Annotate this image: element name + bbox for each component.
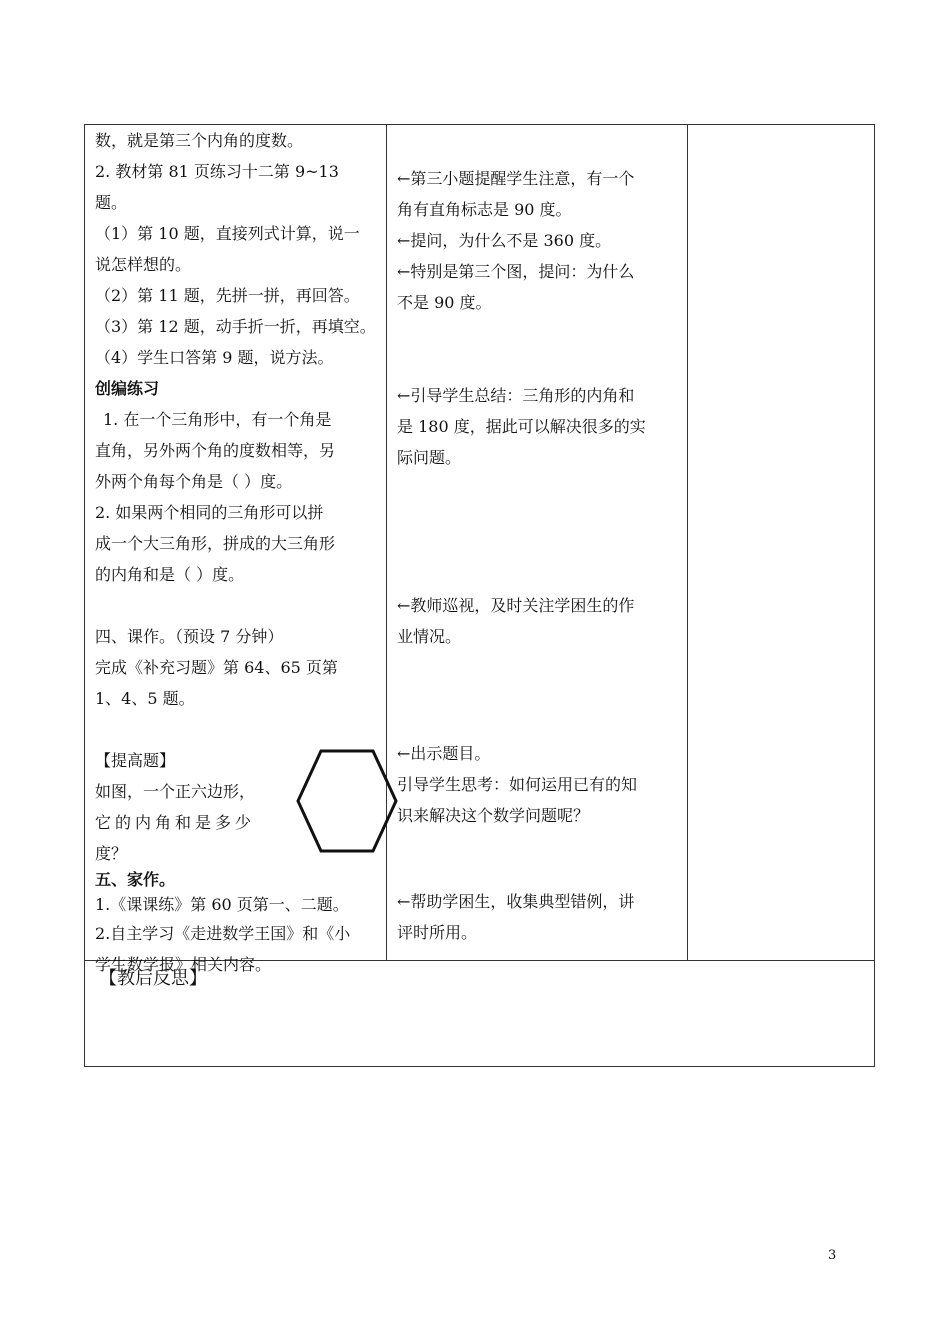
blank-line [95,714,380,745]
reflection-title: 【教后反思】 [99,968,207,989]
text-line: 不是 90 度。 [397,293,492,312]
blank-line [95,590,380,621]
text-line: 完成《补充习题》第 64、65 页第 [95,658,338,677]
text-line: 2. 如果两个相同的三角形可以拼 [95,503,324,522]
text-line: ←提问，为什么不是 360 度。 [397,231,612,250]
column-divider [687,125,688,960]
section-heading: 五、家作。 [95,870,176,889]
section-heading: 【提高题】 [95,751,176,770]
text-line: 角有直角标志是 90 度。 [397,200,572,219]
section-heading: 创编练习 [95,379,160,398]
blank-line [397,473,683,504]
text-line: 它的内角和是多少 [95,813,256,832]
blank-line [397,714,683,738]
blank-line [397,566,683,590]
text-line: 直角，另外两个角的度数相等，另 [95,441,336,460]
blank-line [397,318,683,349]
text-line: 数，就是第三个内角的度数。 [95,131,304,150]
text-line: （3）第 12 题，动手折一折，再填空。 [95,317,376,336]
text-line: （4）学生口答第 9 题，说方法。 [95,348,334,367]
text-line: 引导学生思考：如何运用已有的知 [397,775,638,794]
text-line: 际问题。 [397,448,462,467]
hexagon-figure [295,748,399,858]
text-line: ←引导学生总结：三角形的内角和 [397,386,635,405]
text-line: 学生数学报》相关内容。 [95,955,272,974]
text-line: ←特别是第三个图，提问：为什么 [397,262,635,281]
blank-line [397,652,683,683]
text-line: 1、4、5 题。 [95,689,195,708]
teacher-notes-cell [397,163,683,948]
text-line: 题。 [95,193,128,212]
text-line: 2.自主学习《走进数学王国》和《小 [95,924,351,943]
text-line: 评时所用。 [397,923,478,942]
text-line: ←第三小题提醒学生注意，有一个 [397,169,635,188]
text-line: （2）第 11 题，先拼一拼，再回答。 [95,286,360,305]
lesson-table [84,124,875,1067]
text-line: ←帮助学困生，收集典型错例，讲 [397,892,635,911]
text-line: ←教师巡视，及时关注学困生的作 [397,596,635,615]
text-line: 度？ [95,844,128,863]
page-number: 3 [828,1248,837,1263]
blank-line [397,504,683,535]
text-line: 成一个大三角形，拼成的大三角形 [95,534,336,553]
blank-line [397,862,683,886]
text-line: 是 180 度，据此可以解决很多的实 [397,417,646,436]
blank-line [397,831,683,862]
text-line: 的内角和是（ ）度。 [95,565,245,584]
text-line: 2. 教材第 81 页练习十二第 9~13 [95,162,339,181]
text-line: 如图，一个正六边形， [95,782,256,801]
text-line: ←出示题目。 [397,744,491,763]
teaching-content-cell [95,125,380,980]
text-line: （1）第 10 题，直接列式计算，说一 [95,224,360,243]
blank-line [397,683,683,714]
text-line: 说怎样想的。 [95,255,192,274]
text-line: 业情况。 [397,627,462,646]
blank-line [397,535,683,566]
section-heading: 四、课作。（预设 7 分钟） [95,627,284,646]
text-line: 识来解决这个数学问题呢？ [397,806,590,825]
blank-line [397,349,683,380]
text-line: 外两个角每个角是（ ）度。 [95,472,293,491]
text-line: 1.《课课练》第 60 页第一、二题。 [95,895,349,914]
text-line: 1. 在一个三角形中，有一个角是 [103,410,332,429]
